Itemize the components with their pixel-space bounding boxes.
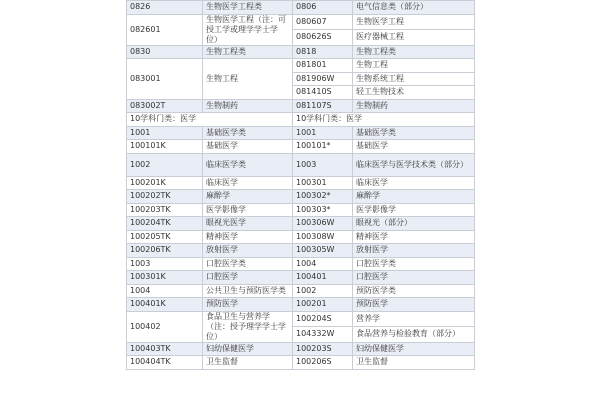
new-code-cell: 083001: [127, 59, 203, 100]
old-major-name-cell: 基础医学: [353, 140, 475, 154]
old-major-name-cell: 医学影像学: [353, 203, 475, 217]
new-major-name-cell: 临床医学类: [203, 153, 293, 176]
old-major-name-cell: 麻醉学: [353, 190, 475, 204]
new-code-cell: 083002T: [127, 99, 203, 113]
new-code-cell: 0826: [127, 1, 203, 15]
old-major-name-cell: 临床医学与医学技术类（部分）: [353, 153, 475, 176]
new-code-cell: 100201K: [127, 176, 203, 190]
new-major-name-cell: 生物工程: [203, 59, 293, 100]
new-major-name-cell: 口腔医学类: [203, 257, 293, 271]
old-code-cell: 081801: [293, 59, 353, 73]
old-major-name-cell: 轻工生物技术: [353, 86, 475, 100]
old-code-cell: 100203S: [293, 342, 353, 356]
old-code-cell: 1003: [293, 153, 353, 176]
new-major-name-cell: 妇幼保健医学: [203, 342, 293, 356]
new-major-name-cell: 麻醉学: [203, 190, 293, 204]
table-row: [127, 190, 475, 204]
old-code-cell: 100401: [293, 271, 353, 285]
table-row: [127, 126, 475, 140]
old-code-cell: 0806: [293, 1, 353, 15]
new-major-name-cell: 预防医学: [203, 298, 293, 312]
new-code-cell: 100205TK: [127, 230, 203, 244]
old-code-cell: 100204S: [293, 311, 353, 327]
old-major-name-cell: 生物系统工程: [353, 72, 475, 86]
old-major-name-cell: 临床医学: [353, 176, 475, 190]
table-row: [127, 1, 475, 15]
old-code-cell: 1001: [293, 126, 353, 140]
old-major-name-cell: 放射医学: [353, 244, 475, 258]
new-code-cell: 100101K: [127, 140, 203, 154]
new-major-name-cell: 生物工程类: [203, 45, 293, 59]
old-major-name-cell: 基础医学类: [353, 126, 475, 140]
table-row: [127, 298, 475, 312]
old-major-name-cell: 医疗器械工程: [353, 30, 475, 46]
old-major-name-cell: 妇幼保健医学: [353, 342, 475, 356]
old-code-cell: 1004: [293, 257, 353, 271]
new-major-name-cell: 临床医学: [203, 176, 293, 190]
new-major-name-cell: 生物医学工程类: [203, 1, 293, 15]
table-row: [127, 217, 475, 231]
old-major-name-cell: 生物医学工程: [353, 14, 475, 30]
old-code-cell: 0818: [293, 45, 353, 59]
old-code-cell: 100201: [293, 298, 353, 312]
new-code-cell: 100206TK: [127, 244, 203, 258]
old-major-name-cell: 预防医学类: [353, 284, 475, 298]
table-row: [127, 45, 475, 59]
old-code-cell: 1002: [293, 284, 353, 298]
old-major-name-cell: 眼视光（部分）: [353, 217, 475, 231]
new-major-name-cell: 医学影像学: [203, 203, 293, 217]
table-row: [127, 59, 475, 73]
old-major-name-cell: 口腔医学类: [353, 257, 475, 271]
old-major-name-cell: 卫生监督: [353, 356, 475, 370]
old-major-name-cell: 生物工程: [353, 59, 475, 73]
old-major-name-cell: 精神医学: [353, 230, 475, 244]
table-row: [127, 113, 475, 127]
new-code-cell: 0830: [127, 45, 203, 59]
new-major-name-cell: 卫生监督: [203, 356, 293, 370]
old-major-name-cell: 电气信息类（部分）: [353, 1, 475, 15]
table-row: [127, 230, 475, 244]
old-code-cell: 100303*: [293, 203, 353, 217]
new-code-cell: 1003: [127, 257, 203, 271]
table-row: [127, 244, 475, 258]
old-code-cell: 100301: [293, 176, 353, 190]
old-code-cell: 100308W: [293, 230, 353, 244]
new-code-cell: 100204TK: [127, 217, 203, 231]
major-catalog-table-wrapper: [126, 0, 474, 370]
new-code-cell: 100301K: [127, 271, 203, 285]
new-code-cell: 100402: [127, 311, 203, 342]
new-major-name-cell: 生物医学工程（注：可授工学或理学学士学位）: [203, 14, 293, 45]
new-major-name-cell: 口腔医学: [203, 271, 293, 285]
new-code-cell: 100403TK: [127, 342, 203, 356]
old-code-cell: 081906W: [293, 72, 353, 86]
table-row: [127, 356, 475, 370]
new-code-cell: 1001: [127, 126, 203, 140]
old-code-cell: 100305W: [293, 244, 353, 258]
table-row: [127, 14, 475, 30]
old-major-name-cell: 营养学: [353, 311, 475, 327]
new-code-cell: 100401K: [127, 298, 203, 312]
old-major-name-cell: 生物工程类: [353, 45, 475, 59]
new-code-cell: 082601: [127, 14, 203, 45]
table-row: [127, 257, 475, 271]
table-row: [127, 271, 475, 285]
table-row: [127, 284, 475, 298]
new-major-name-cell: 公共卫生与预防医学类: [203, 284, 293, 298]
new-major-name-cell: 基础医学类: [203, 126, 293, 140]
new-code-cell: 100202TK: [127, 190, 203, 204]
old-major-name-cell: 生物制药: [353, 99, 475, 113]
table-body: [127, 1, 475, 370]
old-code-cell: 100206S: [293, 356, 353, 370]
new-major-name-cell: 食品卫生与营养学（注：授予理学学士学位）: [203, 311, 293, 342]
table-row: [127, 311, 475, 327]
new-major-name-cell: 生物制药: [203, 99, 293, 113]
new-major-name-cell: 精神医学: [203, 230, 293, 244]
new-major-name-cell: 眼视光医学: [203, 217, 293, 231]
old-code-cell: 080607: [293, 14, 353, 30]
old-major-name-cell: 预防医学: [353, 298, 475, 312]
discipline-category-cell: 10学科门类：医学: [293, 113, 475, 127]
table-row: [127, 342, 475, 356]
new-major-name-cell: 放射医学: [203, 244, 293, 258]
major-catalog-table: [126, 0, 475, 370]
old-code-cell: 100101*: [293, 140, 353, 154]
old-code-cell: 080626S: [293, 30, 353, 46]
old-code-cell: 100306W: [293, 217, 353, 231]
table-row: [127, 99, 475, 113]
old-code-cell: 100302*: [293, 190, 353, 204]
new-code-cell: 1002: [127, 153, 203, 176]
new-code-cell: 1004: [127, 284, 203, 298]
new-major-name-cell: 基础医学: [203, 140, 293, 154]
table-row: [127, 140, 475, 154]
old-code-cell: 104332W: [293, 327, 353, 343]
new-code-cell: 100404TK: [127, 356, 203, 370]
table-row: [127, 153, 475, 176]
old-major-name-cell: 食品营养与检验教育（部分）: [353, 327, 475, 343]
table-row: [127, 176, 475, 190]
discipline-category-cell: 10学科门类：医学: [127, 113, 293, 127]
old-code-cell: 081107S: [293, 99, 353, 113]
table-row: [127, 203, 475, 217]
new-code-cell: 100203TK: [127, 203, 203, 217]
old-code-cell: 081410S: [293, 86, 353, 100]
old-major-name-cell: 口腔医学: [353, 271, 475, 285]
